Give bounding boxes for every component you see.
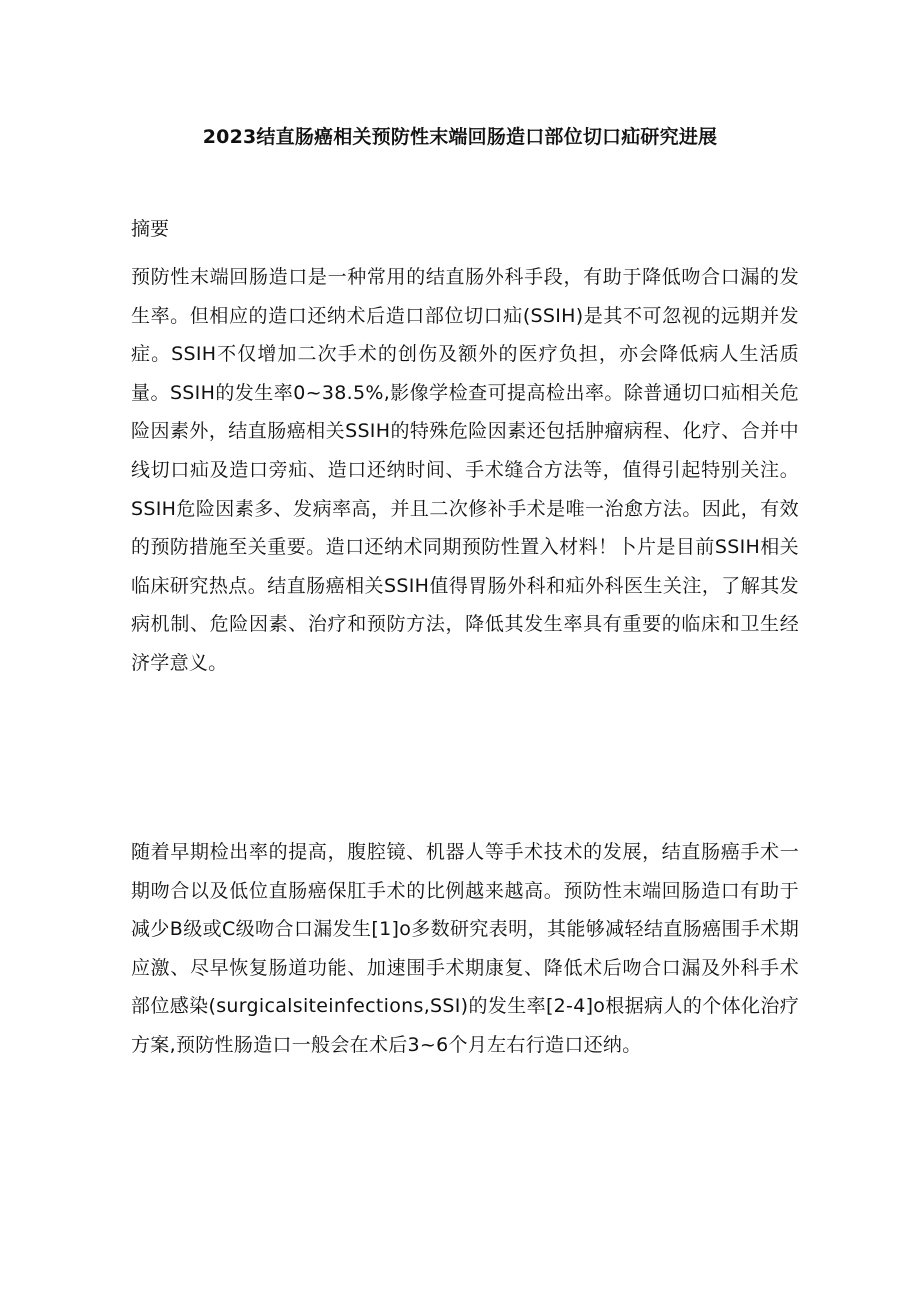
document-title: 2023结直肠癌相关预防性末端回肠造口部位切口疝研究进展 — [202, 126, 718, 148]
body-paragraph: 随着早期检出率的提高，腹腔镜、机器人等手术技术的发展，结直肠癌手术一期吻合以及低位直肠癌保肛手术的比例越来越高。预防性末端回肠造口有助于减少B级或C级吻合口漏发生[1]o多数研究表明，其能够减轻结直肠癌围手术期应激、尽早恢复肠道功能、加速围手术期康复、降低术后吻合口漏及外科手术部位感染(surgicalsiteinfections,SSI)的发生率[2-4]o根据病人的个体化治疗方案,预防性肠造口一般会在术后3~6个月左右行造口还纳。 — [131, 841, 799, 1056]
abstract-paragraph: 预防性末端回肠造口是一种常用的结直肠外科手段，有助于降低吻合口漏的发生率。但相应的造口还纳术后造口部位切口疝(SSIH)是其不可忽视的远期并发症。SSIH不仅增加二次手术的创伤及额外的医疗负担，亦会降低病人生活质量。SSIH的发生率0~38.5%,影像学检查可提高检出率。除普通切口疝相关危险因素外，结直肠癌相关SSIH的特殊危险因素还包括肿瘤病程、化疗、合并中线切口疝及造口旁疝、造口还纳时间、手术缝合方法等，值得引起特别关注。SSIH危险因素多、发病率高，并且二次修补手术是唯一治愈方法。因此，有效的预防措施至关重要。造口还纳术同期预防性置入材料！卜片是目前SSIH相关临床研究热点。结直肠癌相关SSIH值得胃肠外科和疝外科医生关注，了解其发病机制、危险因素、治疗和预防方法，降低其发生率具有重要的临床和卫生经济学意义。 — [131, 266, 799, 674]
abstract-heading: 摘要 — [131, 218, 170, 240]
